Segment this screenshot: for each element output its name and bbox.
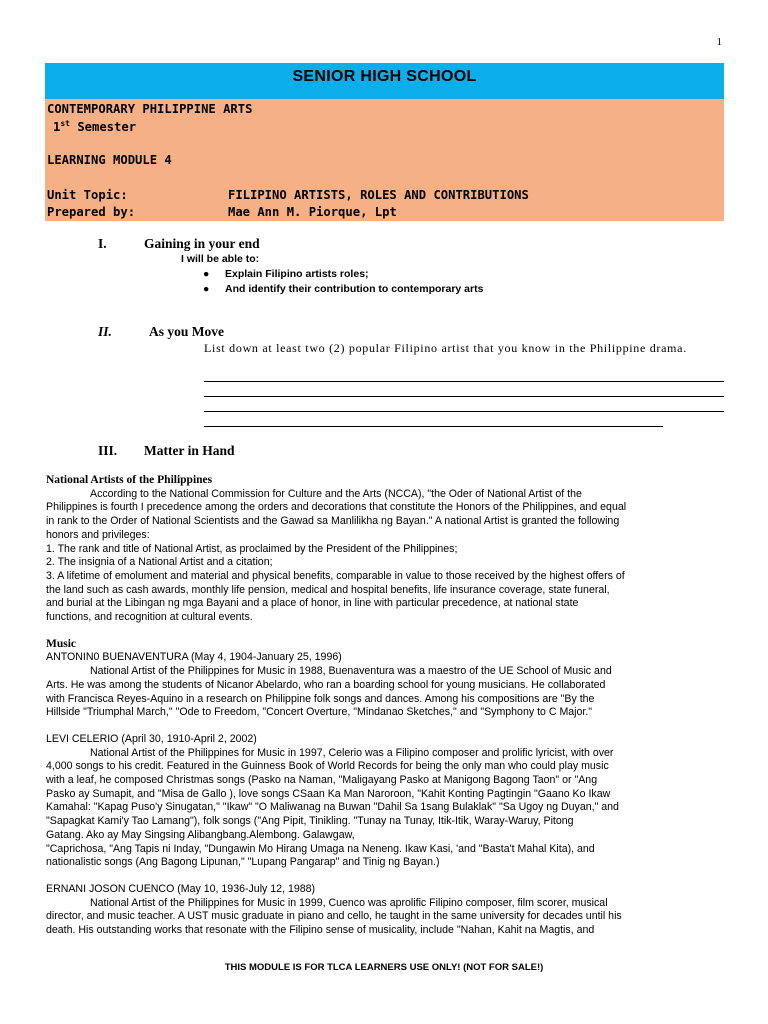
text-line: with a leaf, he composed Christmas songs (Pasko na Naman, "Maligayang Pasko at Manigong Bagong Taon" or "Ang — [46, 774, 598, 787]
text-line: the land such as cash awards, monthly life pension, medical and hospital benefits, life insurance coverage, state funeral, — [46, 583, 610, 596]
page-number: 1 — [716, 36, 722, 48]
objective-text: Explain Filipino artists roles; — [225, 268, 369, 280]
text-line: National Artist of the Philippines for Music in 1999, Cuenco was aprolific Filipino composer, film scorer, musical — [90, 896, 608, 909]
semester-number: 1 — [53, 120, 61, 135]
text-line: 4,000 songs to his credit. Featured in the Guinness Book of World Records for being the only man who could play music — [46, 760, 609, 773]
title-banner — [45, 63, 724, 99]
artist-name: ANTONIN0 BUENAVENTURA (May 4, 1904-January 25, 1996) — [46, 651, 342, 664]
semester-suffix: st — [60, 119, 70, 128]
text-line: 1. The rank and title of National Artist, as proclaimed by the President of the Philippines; — [46, 542, 458, 555]
section-2-number: II. — [98, 324, 112, 339]
answer-line[interactable] — [204, 426, 663, 427]
semester-word: Semester — [77, 120, 137, 135]
banner-title: SENIOR HIGH SCHOOL — [292, 68, 477, 85]
text-line: "Sapagkat Kami'y Tao Lamang"), folk songs ("Ang Pipit, Tinikling. "Tunay na Tunay, Itik-Itik, Waray-Waruy, Pitong — [46, 815, 574, 828]
text-line: nationalistic songs (Ang Bagong Lipunan," "Lupang Pangarap" and Tinig ng Bayan.) — [46, 856, 440, 869]
objective-item: ● And identify their contribution to contemporary arts — [203, 283, 484, 295]
objective-text: And identify their contribution to contemporary arts — [225, 283, 484, 295]
answer-line[interactable] — [204, 411, 724, 412]
module-info-box — [45, 99, 724, 221]
unit-topic-label: Unit Topic: — [47, 188, 128, 202]
music-heading: Music — [46, 637, 77, 650]
answer-line[interactable] — [204, 396, 724, 397]
objective-item: ● Explain Filipino artists roles; — [203, 268, 369, 280]
text-line: Arts. He was among the students of Nicanor Abelardo, who ran a boarding school for young musicians. He collaborated — [46, 678, 606, 691]
section-2-title: As you Move — [149, 324, 224, 339]
text-line: National Artist of the Philippines for Music in 1997, Celerio was a Filipino composer and prolific lyricist, with over — [90, 746, 614, 759]
text-line: Pasko ay Sumapit, and "Misa de Gallo ), love songs CSaan Ka Man Naroroon, "Kahit Konting Pagtingin "Gaano Ko Ikaw — [46, 787, 611, 800]
text-line: Gatang. Ako ay May Singsing Alibangbang.Alembong. Galawgaw, — [46, 828, 355, 841]
text-line: "Caprichosa, "Ang Tapis ni Inday, "Dungawin Mo Hirang Umaga na Neneng. Ikaw Kasi, 'and "Basta't Mahal Kita), and — [46, 842, 595, 855]
text-line: 3. A lifetime of emolument and material and physical benefits, comparable in value to those received by the highest offers of — [46, 569, 625, 582]
section-3-heading — [98, 443, 235, 459]
section-3-number: III. — [98, 443, 118, 458]
section-2-heading — [98, 324, 224, 340]
prepared-by-label: Prepared by: — [47, 205, 136, 219]
text-line: National Artist of the Philippines for Music in 1988, Buenaventura was a maestro of the UE School of Music and — [90, 665, 612, 678]
answer-line[interactable] — [204, 381, 724, 382]
text-line: death. His outstanding works that resonate with the Filipino sense of musicality, include "Nahan, Kahit na Magtis, and — [46, 924, 595, 937]
text-line: with Francisca Reyes-Aquino in a research on Philippine folk songs and dances. Among his compositions are "By the — [46, 692, 595, 705]
objectives-intro: I will be able to: — [181, 253, 260, 265]
section-1-heading — [98, 236, 260, 252]
artist-name: ERNANI JOSON CUENCO (May 10, 1936-July 12, 1988) — [46, 882, 316, 895]
text-line: functions, and recognition at cultural events. — [46, 611, 253, 624]
artist-name: LEVI CELERIO (April 30, 1910-April 2, 2002) — [46, 732, 257, 745]
text-line: Hillside "Triumphal March," "Ode to Freedom, "Concert Overture, "Mindanao Sketches," and "Symphony to C Major." — [46, 706, 593, 719]
main-content — [46, 474, 726, 938]
text-line: in rank to the Order of National Scientists and the Gawad sa Manlilikha ng Bayan." A national Artist is granted the following — [46, 515, 620, 528]
unit-topic-value: FILIPINO ARTISTS, ROLES AND CONTRIBUTIONS — [228, 188, 529, 202]
subject-title: CONTEMPORARY PHILIPPINE ARTS — [47, 102, 253, 116]
text-line: 2. The insignia of a National Artist and a citation; — [46, 556, 273, 569]
text-line: Philippines is fourth I precedence among the orders and decorations that constitute the Honors of the Philippines, and equal — [46, 501, 627, 514]
module-label: LEARNING MODULE 4 — [47, 153, 172, 167]
text-line: and burial at the Libingan ng mga Bayani and a place of honor, in line with particular precedence, at national state — [46, 597, 579, 610]
text-line: honors and privileges: — [46, 528, 150, 541]
activity-instruction: List down at least two (2) popular Filipino artist that you know in the Philippine drama. — [204, 341, 687, 355]
footer-notice: THIS MODULE IS FOR TLCA LEARNERS USE ONLY! (NOT FOR SALE!) — [224, 962, 544, 973]
text-line: According to the National Commission for Culture and the Arts (NCCA), "the Oder of National Artist of the — [90, 487, 582, 500]
text-line: Kamahal: "Kapag Puso'y Sinugatan," "Ikaw" "O Maliwanag na Buwan "Dahil Sa 1sang Bulaklak" "Sa Ugoy ng Duyan," and — [46, 801, 619, 814]
national-artists-heading: National Artists of the Philippines — [46, 474, 213, 486]
section-1-number: I. — [98, 236, 107, 251]
semester — [53, 119, 136, 134]
section-1-title: Gaining in your end — [144, 236, 260, 251]
text-line: director, and music teacher. A UST music graduate in piano and cello, he taught in the same university for decades until his — [46, 910, 622, 923]
prepared-by-value: Mae Ann M. Piorque, Lpt — [228, 205, 397, 219]
section-3-title: Matter in Hand — [144, 443, 235, 458]
